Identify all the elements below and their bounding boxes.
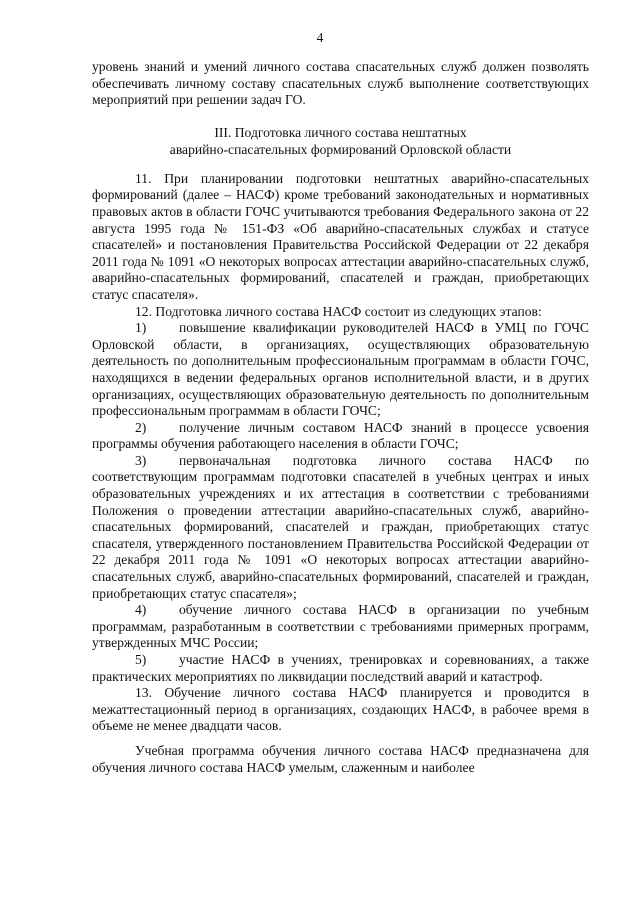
list-item-number: 3) — [135, 452, 147, 468]
list-item-2 — [92, 420, 589, 453]
section-heading — [92, 124, 589, 158]
section-heading-line-1: III. Подготовка личного состава нештатных — [214, 124, 467, 140]
list-item-3 — [92, 453, 589, 602]
list-item-1 — [92, 320, 589, 420]
paragraph-13: 13. Обучение личного состава НАСФ планируется и проводится в межаттестационный период в организациях, создающих НАСФ, в рабочее время в объеме не менее двадцати часов. — [92, 685, 589, 734]
page-number: 4 — [316, 30, 324, 45]
list-item-5 — [92, 652, 589, 685]
list-item-4 — [92, 602, 589, 652]
list-item-text: повышение квалификации руководителей НАСФ в УМЦ по ГОЧС Орловской области, в организациях, осуществляющих образовательную деятельность по дополнительным профессиональным программам в области ГОЧС, находящихся в ведении федеральных органов исполнительной власти, и в других организациях, осуществляющих образовательную деятельность по дополнительным профессиональным программам в области ГОЧС; — [92, 320, 589, 419]
list-item-text: первоначальная подготовка личного состава НАСФ по соответствующим программам подготовки спасателей в учебных центрах и иных образовательных учреждениях и их аттестация в соответствии с требованиями Положения о проведении аттестации аварийно-спасательных служб, аварийно-спасательных формирований, спасателей и граждан, приобретающих статус спасателя, утвержденного постановлением Правительства Российской Федерации от 22 декабря 2011 года № 1091 «О некоторых вопросах аттестации аварийно-спасательных служб, аварийно-спасательных формирований, спасателей и граждан, приобретающих статус спасателя»; — [92, 452, 589, 601]
list-item-number: 2) — [135, 419, 147, 435]
section-heading-line-2: аварийно-спасательных формирований Орловской области — [169, 141, 512, 157]
paragraph-12: 12. Подготовка личного состава НАСФ состоит из следующих этапов: — [135, 303, 542, 319]
list-item-text: участие НАСФ в учениях, тренировках и соревнованиях, а также практических мероприятиях по ликвидации последствий аварий и катастроф. — [92, 652, 589, 684]
intro-paragraph: уровень знаний и умений личного состава спасательных служб должен позволять обеспечивать личному составу спасательных служб выполнение соответствующих мероприятий при решении задач ГО. — [92, 59, 589, 108]
paragraph-11: 11. При планировании подготовки нештатных аварийно-спасательных формирований (далее – НАСФ) кроме требований законодательных и нормативных правовых актов в области ГОЧС учитываются требования Федерального закона от 22 августа 1995 года № 151-ФЗ «Об аварийно-спасательных службах и статусе спасателей» и постановления Правительства Российской Федерации от 22 декабря 2011 года № 1091 «О некоторых вопросах аттестации аварийно-спасательных служб, аварийно-спасательных формирований, спасателей и граждан, приобретающих статус спасателя». — [92, 170, 589, 302]
list-item-text: обучение личного состава НАСФ в организации по учебным программам, разработанным в соответствии с требованиями примерных программ, утвержденных МЧС России; — [92, 602, 589, 651]
list-item-number: 1) — [135, 320, 147, 336]
list-item-text: получение личным составом НАСФ знаний в процессе усвоения программы обучения работающего населения в области ГОЧС; — [92, 419, 589, 452]
document-body — [92, 59, 589, 776]
list-item-number: 5) — [135, 652, 147, 667]
paragraph-training-program: Учебная программа обучения личного состава НАСФ предназначена для обучения личного состава НАСФ умелым, слаженным и наиболее — [92, 742, 589, 775]
list-item-number: 4) — [135, 602, 147, 618]
